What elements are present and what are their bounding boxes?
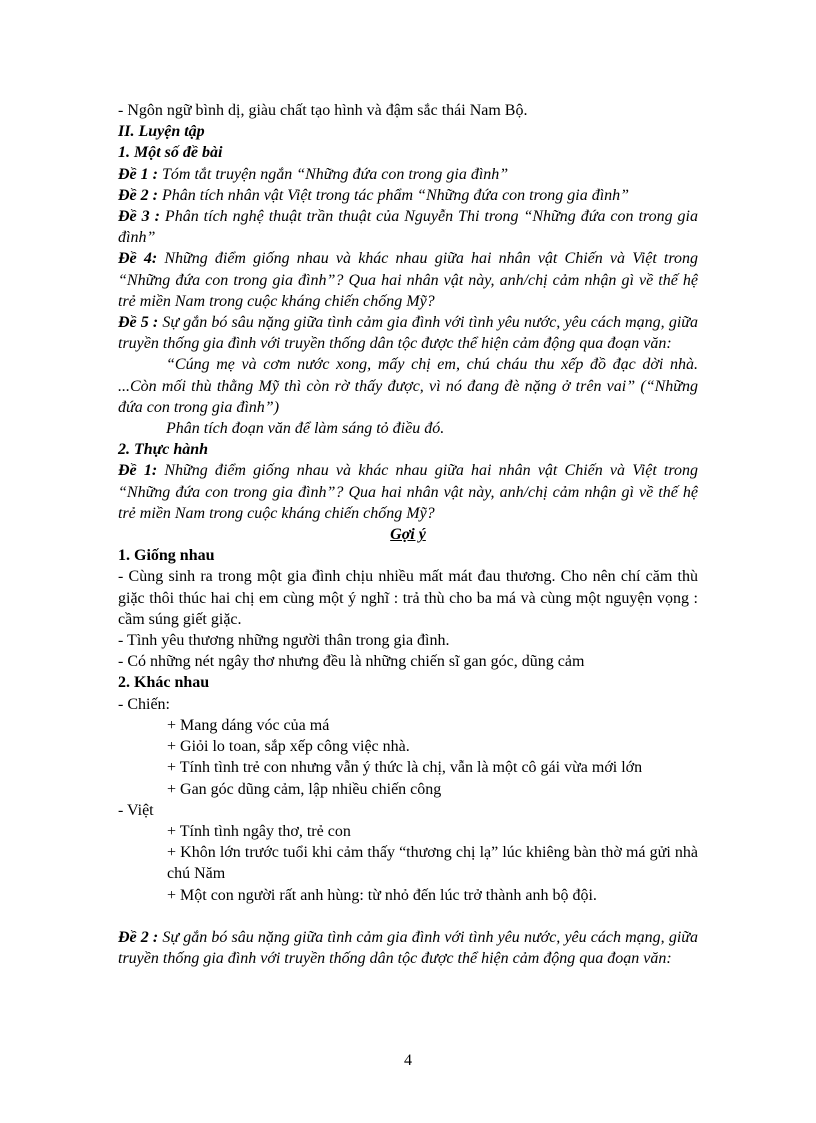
list-item: + Mang dáng vóc của má: [167, 716, 330, 734]
practice-topic: [118, 927, 698, 969]
topic-label: Đề 5 :: [118, 314, 159, 332]
topic-text: Phân tích nhân vật Việt trong tác phẩm “Những đứa con trong gia đình”: [157, 186, 630, 204]
list-item: + Tính tình ngây thơ, trẻ con: [167, 822, 351, 840]
list-item: + Khôn lớn trước tuổi khi cảm thấy “thương chị lạ” lúc khiêng bàn thờ má gửi nhà chú Năm: [167, 844, 698, 883]
practice-topic: [118, 460, 698, 524]
topic-text: Sự gắn bó sâu nặng giữa tình cảm gia đình với tình yêu nước, yêu cách mạng, giữa truyền thống gia đình với truyền thống dân tộc được thể hiện cảm động qua đoạn văn:: [118, 314, 698, 353]
topic-text: Phân tích nghệ thuật trần thuật của Nguyễn Thi trong “Những đứa con trong gia đình”: [118, 208, 699, 247]
list-item: + Giỏi lo toan, sắp xếp công việc nhà.: [167, 738, 410, 756]
topic-label: Đề 3 :: [118, 208, 160, 226]
list-item: + Gan góc dũng cảm, lập nhiều chiến công: [167, 780, 442, 798]
different-heading: 2. Khác nhau: [118, 674, 210, 692]
section-title: II. Luyện tập: [118, 123, 205, 141]
intro-line: - Ngôn ngữ bình dị, giàu chất tạo hình và đậm sắc thái Nam Bộ.: [118, 102, 528, 119]
chien-label: - Chiến:: [118, 695, 170, 713]
topic-label: Đề 1:: [118, 462, 158, 480]
topic-label: Đề 1 :: [118, 165, 158, 183]
spacer: [118, 906, 698, 927]
list-item: + Một con người rất anh hùng: từ nhỏ đến lúc trở thành anh bộ đội.: [167, 886, 597, 904]
subsection-title: 1. Một số đề bài: [118, 144, 223, 162]
list-item: - Tình yêu thương những người thân trong gia đình.: [118, 632, 450, 650]
quote-task: Phân tích đoạn văn để làm sáng tỏ điều đó.: [166, 420, 445, 438]
topic-item: [118, 185, 698, 206]
topic-label: Đề 2 :: [118, 186, 158, 204]
topic-text: Những điểm giống nhau và khác nhau giữa hai nhân vật Chiến và Việt trong “Những đứa con trong gia đình”? Qua hai nhân vật này, anh/chị cảm nhận gì về thế hệ trẻ miền Nam trong cuộc kháng chiến chống Mỹ?: [118, 250, 699, 310]
page-number: 4: [404, 1052, 412, 1069]
topic-text: Sự gắn bó sâu nặng giữa tình cảm gia đình với tình yêu nước, yêu cách mạng, giữa truyền thống gia đình với truyền thống dân tộc được thể hiện cảm động qua đoạn văn:: [118, 928, 698, 967]
topic-text: Tóm tắt truyện ngắn “Những đứa con trong gia đình”: [157, 165, 509, 183]
list-item: - Cùng sinh ra trong một gia đình chịu nhiều mất mát đau thương. Cho nên chí căm thù giặc thôi thúc hai chị em cùng một ý nghĩ : trả thù cho ba má và cùng một nguyện vọng : cầm súng giết giặc.: [118, 568, 698, 628]
topic-item: [118, 248, 698, 312]
similar-heading: 1. Giống nhau: [118, 547, 215, 565]
list-item: + Tính tình trẻ con nhưng vẫn ý thức là chị, vẫn là một cô gái vừa mới lớn: [167, 759, 643, 777]
list-item: - Có những nét ngây thơ nhưng đều là những chiến sĩ gan góc, dũng cảm: [118, 653, 585, 671]
quoted-passage: “Cúng mẹ và cơm nước xong, mấy chị em, chú cháu thu xếp đồ đạc dời nhà. ...Còn mối thù thằng Mỹ thì còn rờ thấy được, vì nó đang đè nặng ở trên vai” (“Những đứa con trong gia đình”): [118, 356, 698, 416]
topic-item: [118, 164, 698, 185]
hint-title: Gợi ý: [390, 526, 426, 544]
viet-label: - Việt: [118, 801, 154, 819]
page-content: [118, 100, 698, 969]
subsection-title: 2. Thực hành: [118, 441, 209, 459]
topic-text: Những điểm giống nhau và khác nhau giữa hai nhân vật Chiến và Việt trong “Những đứa con trong gia đình”? Qua hai nhân vật này, anh/chị cảm nhận gì về thế hệ trẻ miền Nam trong cuộc kháng chiến chống Mỹ?: [118, 462, 699, 522]
topic-item: [118, 312, 698, 354]
topic-label: Đề 2 :: [118, 928, 159, 946]
topic-label: Đề 4:: [118, 250, 158, 268]
topic-item: [118, 206, 698, 248]
